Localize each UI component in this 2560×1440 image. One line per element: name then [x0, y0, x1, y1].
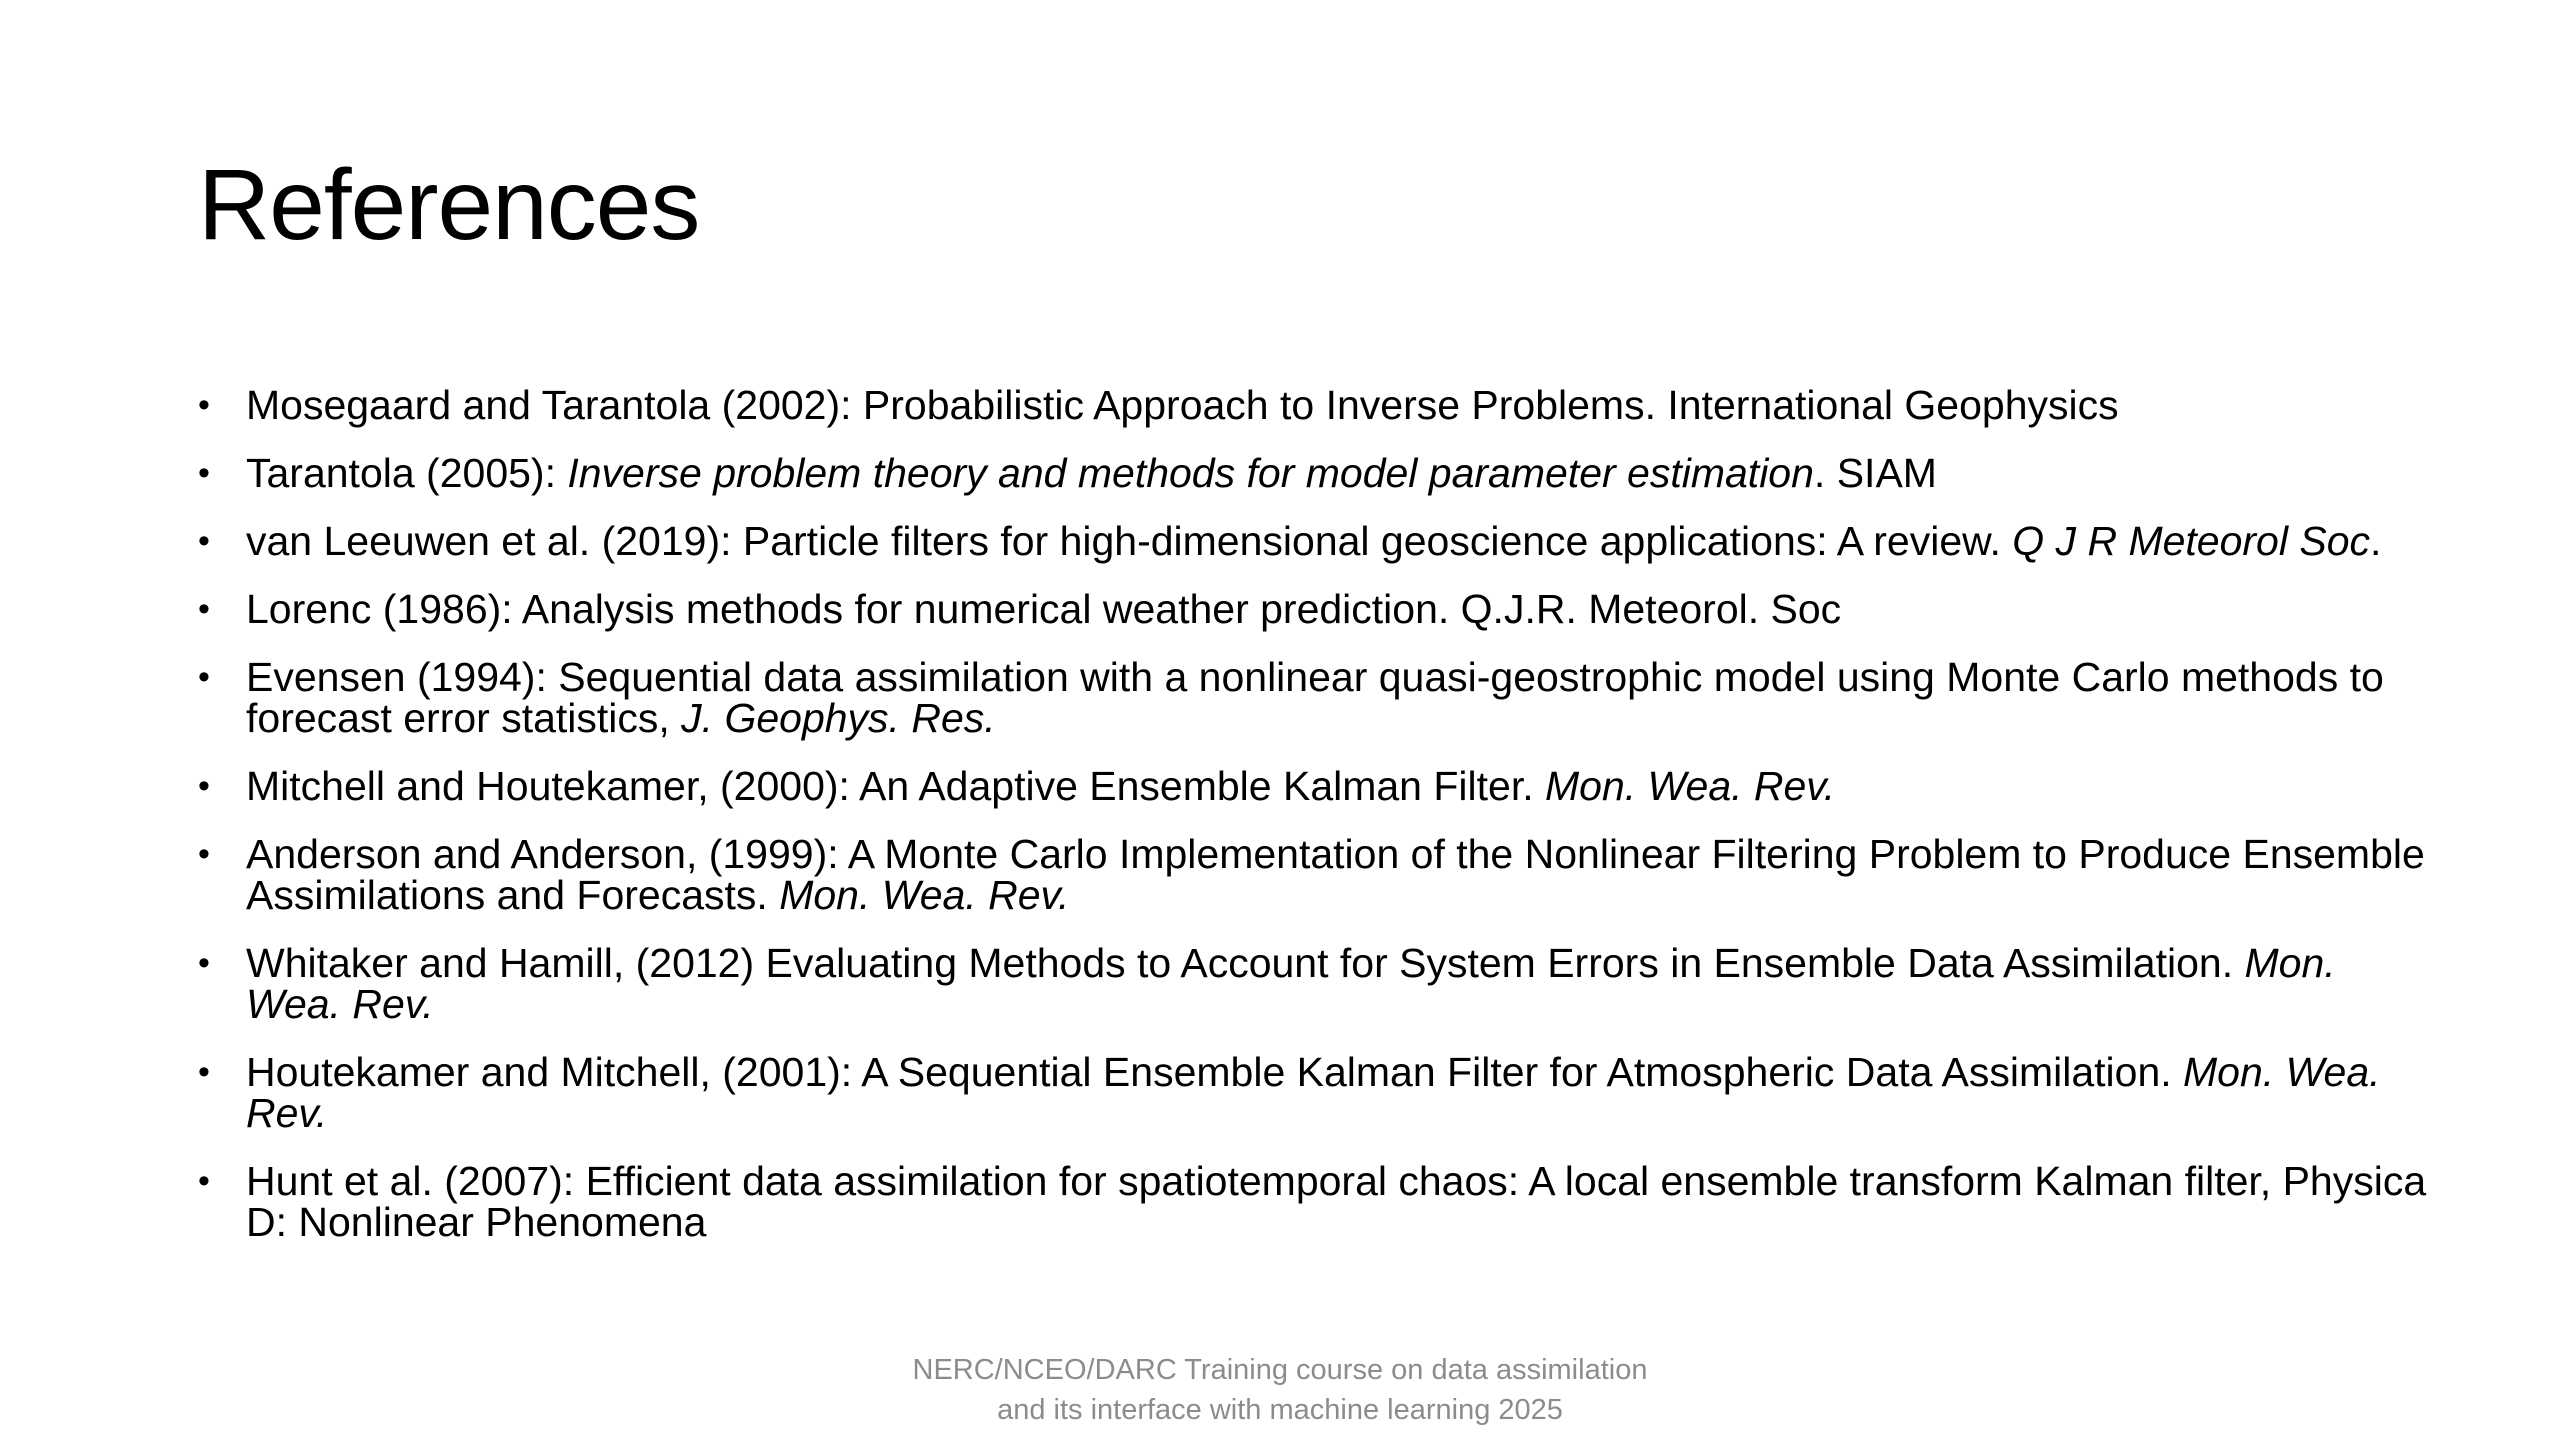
- reference-item: [198, 1158, 2428, 1245]
- reference-text: Houtekamer and Mitchell, (2001): A Sequential Ensemble Kalman Filter for Atmospheric Data Assimilation.: [246, 1049, 2184, 1095]
- reference-journal: Mon. Wea. Rev.: [779, 872, 1070, 918]
- slide-footer: [0, 1350, 2560, 1430]
- reference-journal: J. Geophys. Res.: [681, 695, 996, 741]
- bullet-icon: •: [198, 1162, 210, 1200]
- reference-suffix: .: [2370, 518, 2382, 564]
- reference-text: Tarantola (2005):: [246, 450, 568, 496]
- reference-item: [198, 382, 2428, 428]
- reference-text: Lorenc (1986): Analysis methods for numerical weather prediction. Q.J.R. Meteorol. Soc: [246, 586, 1842, 632]
- reference-text: Mitchell and Houtekamer, (2000): An Adaptive Ensemble Kalman Filter.: [246, 763, 1546, 809]
- bullet-icon: •: [198, 1053, 210, 1091]
- footer-line-2: and its interface with machine learning 2025: [997, 1394, 1563, 1426]
- bullet-icon: •: [198, 454, 210, 492]
- bullet-icon: •: [198, 835, 210, 873]
- reference-journal: Mon. Wea. Rev.: [246, 940, 2336, 1027]
- bullet-icon: •: [198, 590, 210, 628]
- reference-journal: Q J R Meteorol Soc: [2012, 518, 2370, 564]
- reference-text: Evensen (1994): Sequential data assimilation with a nonlinear quasi-geostrophic model using Monte Carlo methods to forecast error statistics,: [246, 654, 2384, 741]
- reference-item: [198, 1049, 2428, 1136]
- reference-text: Anderson and Anderson, (1999): A Monte Carlo Implementation of the Nonlinear Filtering Problem to Produce Ensemble Assimilations and Forecasts.: [246, 831, 2425, 918]
- reference-text: Hunt et al. (2007): Efficient data assimilation for spatiotemporal chaos: A local ensemble transform Kalman filter, Physica D: Nonlinear Phenomena: [246, 1158, 2427, 1245]
- slide-title: References: [198, 149, 700, 261]
- bullet-icon: •: [198, 767, 210, 805]
- reference-item: [198, 654, 2428, 741]
- reference-journal: Inverse problem theory and methods for model parameter estimation: [567, 450, 1814, 496]
- reference-item: [198, 763, 2428, 809]
- reference-journal: Mon. Wea. Rev.: [1545, 763, 1836, 809]
- reference-item: [198, 450, 2428, 496]
- bullet-icon: •: [198, 386, 210, 424]
- reference-text: van Leeuwen et al. (2019): Particle filters for high-dimensional geoscience applications: A review.: [246, 518, 2013, 564]
- bullet-icon: •: [198, 658, 210, 696]
- references-list: [198, 382, 2428, 1270]
- reference-suffix: . SIAM: [1813, 450, 1937, 496]
- reference-item: [198, 586, 2428, 632]
- footer-line-1: NERC/NCEO/DARC Training course on data assimilation: [912, 1354, 1648, 1386]
- reference-text: Mosegaard and Tarantola (2002): Probabilistic Approach to Inverse Problems. International Geophysics: [246, 382, 2119, 428]
- bullet-icon: •: [198, 522, 210, 560]
- reference-item: [198, 940, 2428, 1027]
- reference-text: Whitaker and Hamill, (2012) Evaluating Methods to Account for System Errors in Ensemble Data Assimilation.: [246, 940, 2245, 986]
- reference-journal: Mon. Wea. Rev.: [246, 1049, 2381, 1136]
- reference-item: [198, 831, 2428, 918]
- bullet-icon: •: [198, 944, 210, 982]
- reference-item: [198, 518, 2428, 564]
